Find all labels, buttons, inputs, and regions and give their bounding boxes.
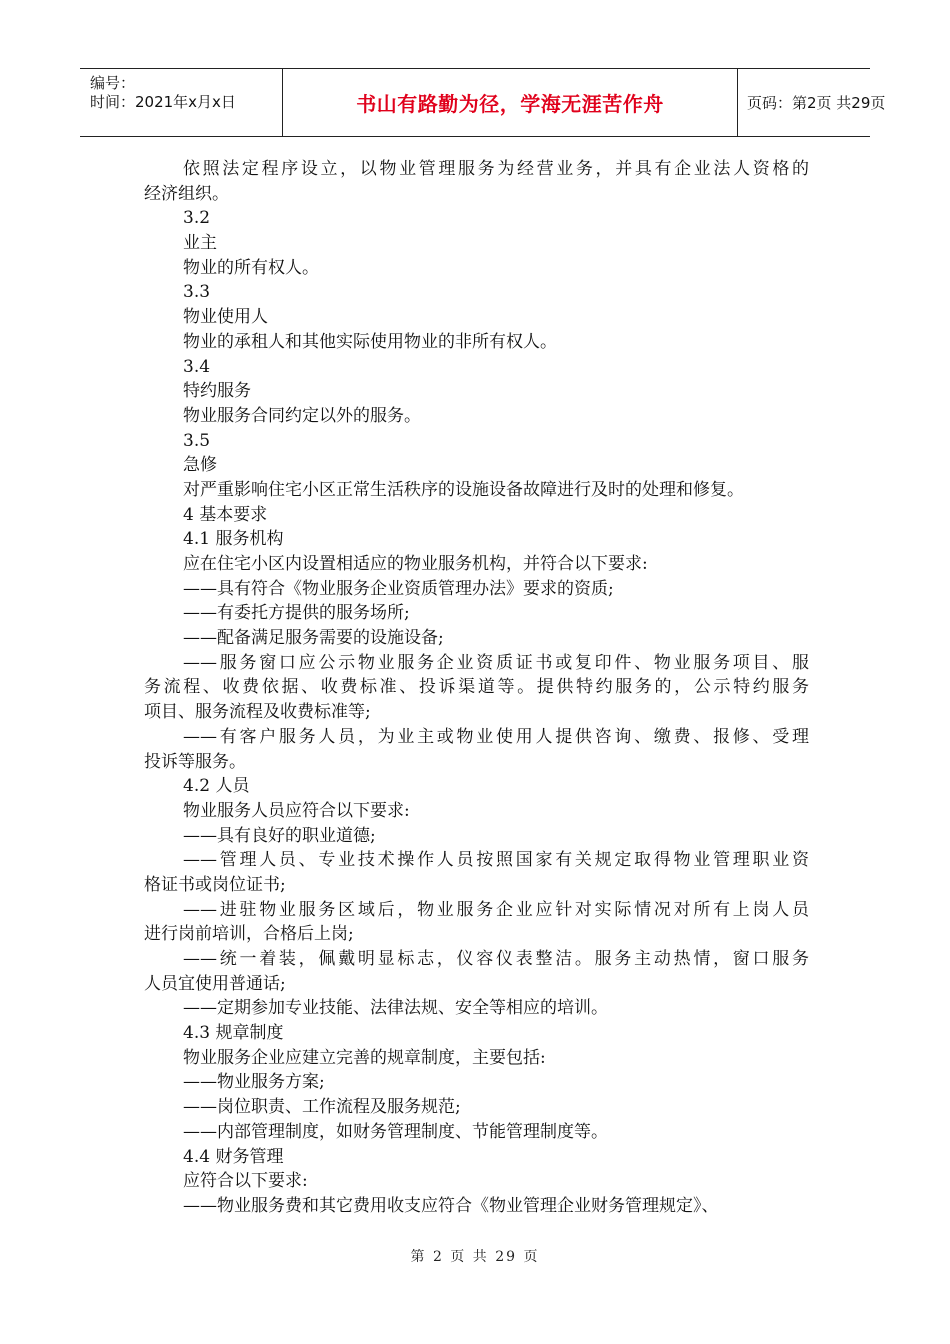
- list-item: ——服务窗口应公示物业服务企业资质证书或复印件、物业服务项目、服: [183, 652, 809, 673]
- body-line: 物业服务企业应建立完善的规章制度，主要包括:: [183, 1047, 546, 1068]
- list-item: ——进驻物业服务区域后，物业服务企业应针对实际情况对所有上岗人员: [183, 899, 809, 920]
- body-line: 物业的承租人和其他实际使用物业的非所有权人。: [183, 331, 557, 352]
- term-heading: 物业使用人: [183, 307, 268, 328]
- body-line: 务流程、收费依据、收费标准、投诉渠道等。提供特约服务的，公示特约服务: [144, 677, 809, 698]
- body-line: 应在住宅小区内设置相适应的物业服务机构，并符合以下要求:: [183, 554, 648, 574]
- subsection-heading: 4.3 规章制度: [183, 1023, 284, 1044]
- subsection-heading: 4.4 财务管理: [183, 1146, 284, 1167]
- body-line: 应符合以下要求:: [183, 1171, 308, 1192]
- header-motto: 书山有路勤为径，学海无涯苦作舟: [356, 92, 664, 116]
- header-motto-cell: [282, 69, 738, 136]
- body-line: 物业服务合同约定以外的服务。: [183, 405, 421, 426]
- section-heading: 4 基本要求: [183, 504, 268, 525]
- header-page-info: 页码：第2页 共29页: [747, 94, 886, 112]
- section-number: 3.2: [183, 208, 211, 229]
- list-item: ——具有符合《物业服务企业资质管理办法》要求的资质;: [183, 578, 614, 599]
- body-line: 人员宜使用普通话;: [144, 973, 286, 994]
- body-line: 经济组织。: [144, 183, 229, 204]
- list-item: ——统一着装，佩戴明显标志，仪容仪表整洁。服务主动热情，窗口服务: [183, 949, 809, 969]
- document-date: 时间：2021年x月x日: [90, 93, 236, 111]
- document-number-label: 编号：: [90, 74, 136, 92]
- body-line: 格证书或岗位证书;: [144, 874, 286, 895]
- term-heading: 业主: [183, 233, 217, 254]
- page-header: [80, 68, 886, 137]
- header-page-cell: [737, 69, 886, 136]
- subsection-heading: 4.2 人员: [183, 776, 250, 797]
- list-item: ——管理人员、专业技术操作人员按照国家有关规定取得物业管理职业资: [183, 850, 809, 871]
- section-number: 3.3: [183, 282, 211, 303]
- term-heading: 特约服务: [183, 381, 251, 402]
- document-body: [144, 157, 809, 1219]
- list-item: ——物业服务费和其它费用收支应符合《物业管理企业财务管理规定》、: [183, 1195, 719, 1216]
- body-line: 项目、服务流程及收费标准等;: [144, 702, 371, 723]
- page-footer: 第 2 页 共 29 页: [410, 1249, 540, 1265]
- section-number: 3.4: [183, 356, 211, 377]
- list-item: ——配备满足服务需要的设施设备;: [183, 628, 444, 649]
- header-meta-cell: [80, 69, 282, 136]
- body-line: 依照法定程序设立，以物业管理服务为经营业务，并具有企业法人资格的: [183, 159, 809, 179]
- section-number: 3.5: [183, 430, 211, 451]
- list-item: ——定期参加专业技能、法律法规、安全等相应的培训。: [183, 998, 608, 1019]
- list-item: ——岗位职责、工作流程及服务规范;: [183, 1097, 461, 1118]
- list-item: ——有委托方提供的服务场所;: [183, 603, 410, 624]
- body-line: 对严重影响住宅小区正常生活秩序的设施设备故障进行及时的处理和修复。: [183, 479, 744, 500]
- list-item: ——内部管理制度，如财务管理制度、节能管理制度等。: [183, 1121, 608, 1142]
- list-item: ——具有良好的职业道德;: [183, 825, 376, 846]
- term-heading: 急修: [183, 455, 217, 476]
- list-item: ——有客户服务人员，为业主或物业使用人提供咨询、缴费、报修、受理: [183, 726, 809, 747]
- list-item: ——物业服务方案;: [183, 1072, 325, 1093]
- subsection-heading: 4.1 服务机构: [183, 529, 284, 550]
- body-line: 进行岗前培训，合格后上岗;: [144, 924, 354, 945]
- body-line: 物业的所有权人。: [183, 257, 319, 278]
- body-line: 物业服务人员应符合以下要求:: [183, 800, 410, 821]
- body-line: 投诉等服务。: [144, 751, 246, 772]
